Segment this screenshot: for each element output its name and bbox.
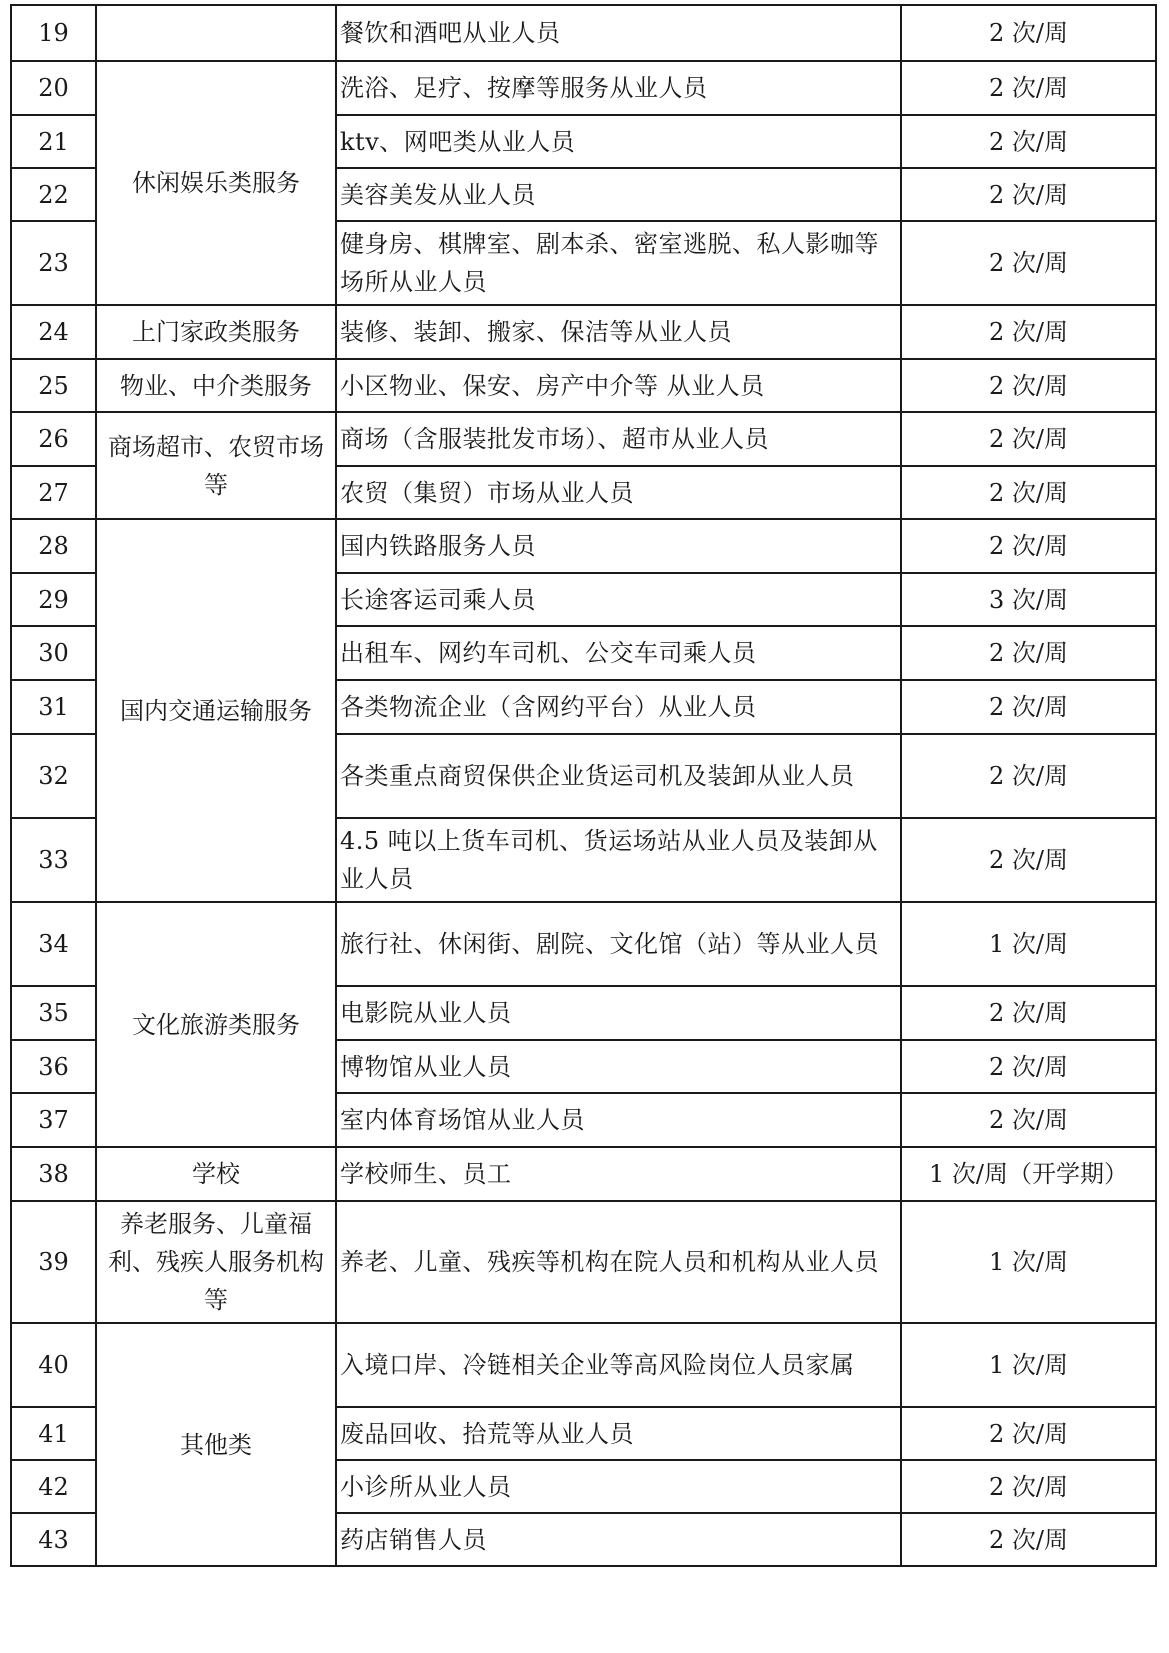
table-row [11,519,1156,573]
testing-frequency: 2 次/周 [901,1513,1156,1566]
personnel-description: ktv、网吧类从业人员 [336,115,901,168]
testing-frequency: 2 次/周 [901,305,1156,359]
personnel-description: 4.5 吨以上货车司机、货运场站从业人员及装卸从业人员 [336,818,901,902]
row-number: 29 [11,573,96,626]
table-row [11,305,1156,359]
row-number: 35 [11,986,96,1040]
row-number: 34 [11,902,96,986]
testing-frequency: 2 次/周 [901,61,1156,115]
testing-frequency: 2 次/周 [901,1407,1156,1460]
testing-frequency: 2 次/周 [901,168,1156,221]
testing-frequency: 2 次/周 [901,1040,1156,1093]
row-number: 42 [11,1460,96,1513]
personnel-description: 美容美发从业人员 [336,168,901,221]
personnel-description: 入境口岸、冷链相关企业等高风险岗位人员家属 [336,1323,901,1407]
row-number: 38 [11,1147,96,1201]
personnel-description: 废品回收、拾荒等从业人员 [336,1407,901,1460]
personnel-description: 装修、装卸、搬家、保洁等从业人员 [336,305,901,359]
testing-frequency: 2 次/周 [901,680,1156,734]
testing-frequency: 3 次/周 [901,573,1156,626]
row-number: 43 [11,1513,96,1566]
row-number: 19 [11,5,96,61]
testing-frequency: 2 次/周 [901,115,1156,168]
table-row [11,1147,1156,1201]
category-cell: 物业、中介类服务 [96,359,336,412]
table-row [11,1201,1156,1323]
row-number: 28 [11,519,96,573]
row-number: 22 [11,168,96,221]
category-cell [96,5,336,61]
row-number: 41 [11,1407,96,1460]
testing-frequency: 2 次/周 [901,412,1156,466]
testing-frequency: 2 次/周 [901,5,1156,61]
personnel-description: 商场（含服装批发市场）、超市从业人员 [336,412,901,466]
row-number: 31 [11,680,96,734]
personnel-description: 旅行社、休闲街、剧院、文化馆（站）等从业人员 [336,902,901,986]
personnel-description: 小诊所从业人员 [336,1460,901,1513]
personnel-description: 出租车、网约车司机、公交车司乘人员 [336,626,901,680]
personnel-description: 电影院从业人员 [336,986,901,1040]
table-row [11,902,1156,986]
personnel-description: 洗浴、足疗、按摩等服务从业人员 [336,61,901,115]
row-number: 21 [11,115,96,168]
testing-frequency: 1 次/周 [901,1201,1156,1323]
table-row [11,1323,1156,1407]
testing-frequency: 2 次/周 [901,466,1156,519]
testing-frequency: 1 次/周（开学期） [901,1147,1156,1201]
personnel-description: 养老、儿童、残疾等机构在院人员和机构从业人员 [336,1201,901,1323]
table-row [11,5,1156,61]
personnel-description: 学校师生、员工 [336,1147,901,1201]
row-number: 36 [11,1040,96,1093]
table-row [11,359,1156,412]
testing-frequency: 2 次/周 [901,626,1156,680]
row-number: 23 [11,221,96,305]
row-number: 40 [11,1323,96,1407]
category-cell: 养老服务、儿童福利、残疾人服务机构等 [96,1201,336,1323]
personnel-description: 国内铁路服务人员 [336,519,901,573]
personnel-description: 健身房、棋牌室、剧本杀、密室逃脱、私人影咖等场所从业人员 [336,221,901,305]
personnel-description: 各类重点商贸保供企业货运司机及装卸从业人员 [336,734,901,818]
row-number: 27 [11,466,96,519]
testing-frequency: 2 次/周 [901,1093,1156,1147]
category-cell: 国内交通运输服务 [96,519,336,902]
row-number: 33 [11,818,96,902]
category-cell: 商场超市、农贸市场等 [96,412,336,519]
testing-frequency: 2 次/周 [901,359,1156,412]
testing-frequency: 1 次/周 [901,902,1156,986]
personnel-description: 农贸（集贸）市场从业人员 [336,466,901,519]
row-number: 32 [11,734,96,818]
personnel-description: 餐饮和酒吧从业人员 [336,5,901,61]
table-row [11,412,1156,466]
row-number: 24 [11,305,96,359]
category-cell: 上门家政类服务 [96,305,336,359]
row-number: 20 [11,61,96,115]
testing-frequency: 2 次/周 [901,519,1156,573]
personnel-description: 博物馆从业人员 [336,1040,901,1093]
row-number: 26 [11,412,96,466]
testing-frequency: 2 次/周 [901,986,1156,1040]
personnel-description: 各类物流企业（含网约平台）从业人员 [336,680,901,734]
row-number: 37 [11,1093,96,1147]
testing-frequency: 2 次/周 [901,818,1156,902]
category-cell: 休闲娱乐类服务 [96,61,336,305]
personnel-description: 药店销售人员 [336,1513,901,1566]
category-cell: 学校 [96,1147,336,1201]
testing-frequency-table [10,4,1157,1567]
testing-frequency: 2 次/周 [901,221,1156,305]
testing-frequency: 1 次/周 [901,1323,1156,1407]
testing-frequency: 2 次/周 [901,734,1156,818]
row-number: 39 [11,1201,96,1323]
table-row [11,61,1156,115]
testing-frequency: 2 次/周 [901,1460,1156,1513]
row-number: 30 [11,626,96,680]
personnel-description: 小区物业、保安、房产中介等 从业人员 [336,359,901,412]
category-cell: 其他类 [96,1323,336,1566]
row-number: 25 [11,359,96,412]
category-cell: 文化旅游类服务 [96,902,336,1147]
personnel-description: 长途客运司乘人员 [336,573,901,626]
personnel-description: 室内体育场馆从业人员 [336,1093,901,1147]
